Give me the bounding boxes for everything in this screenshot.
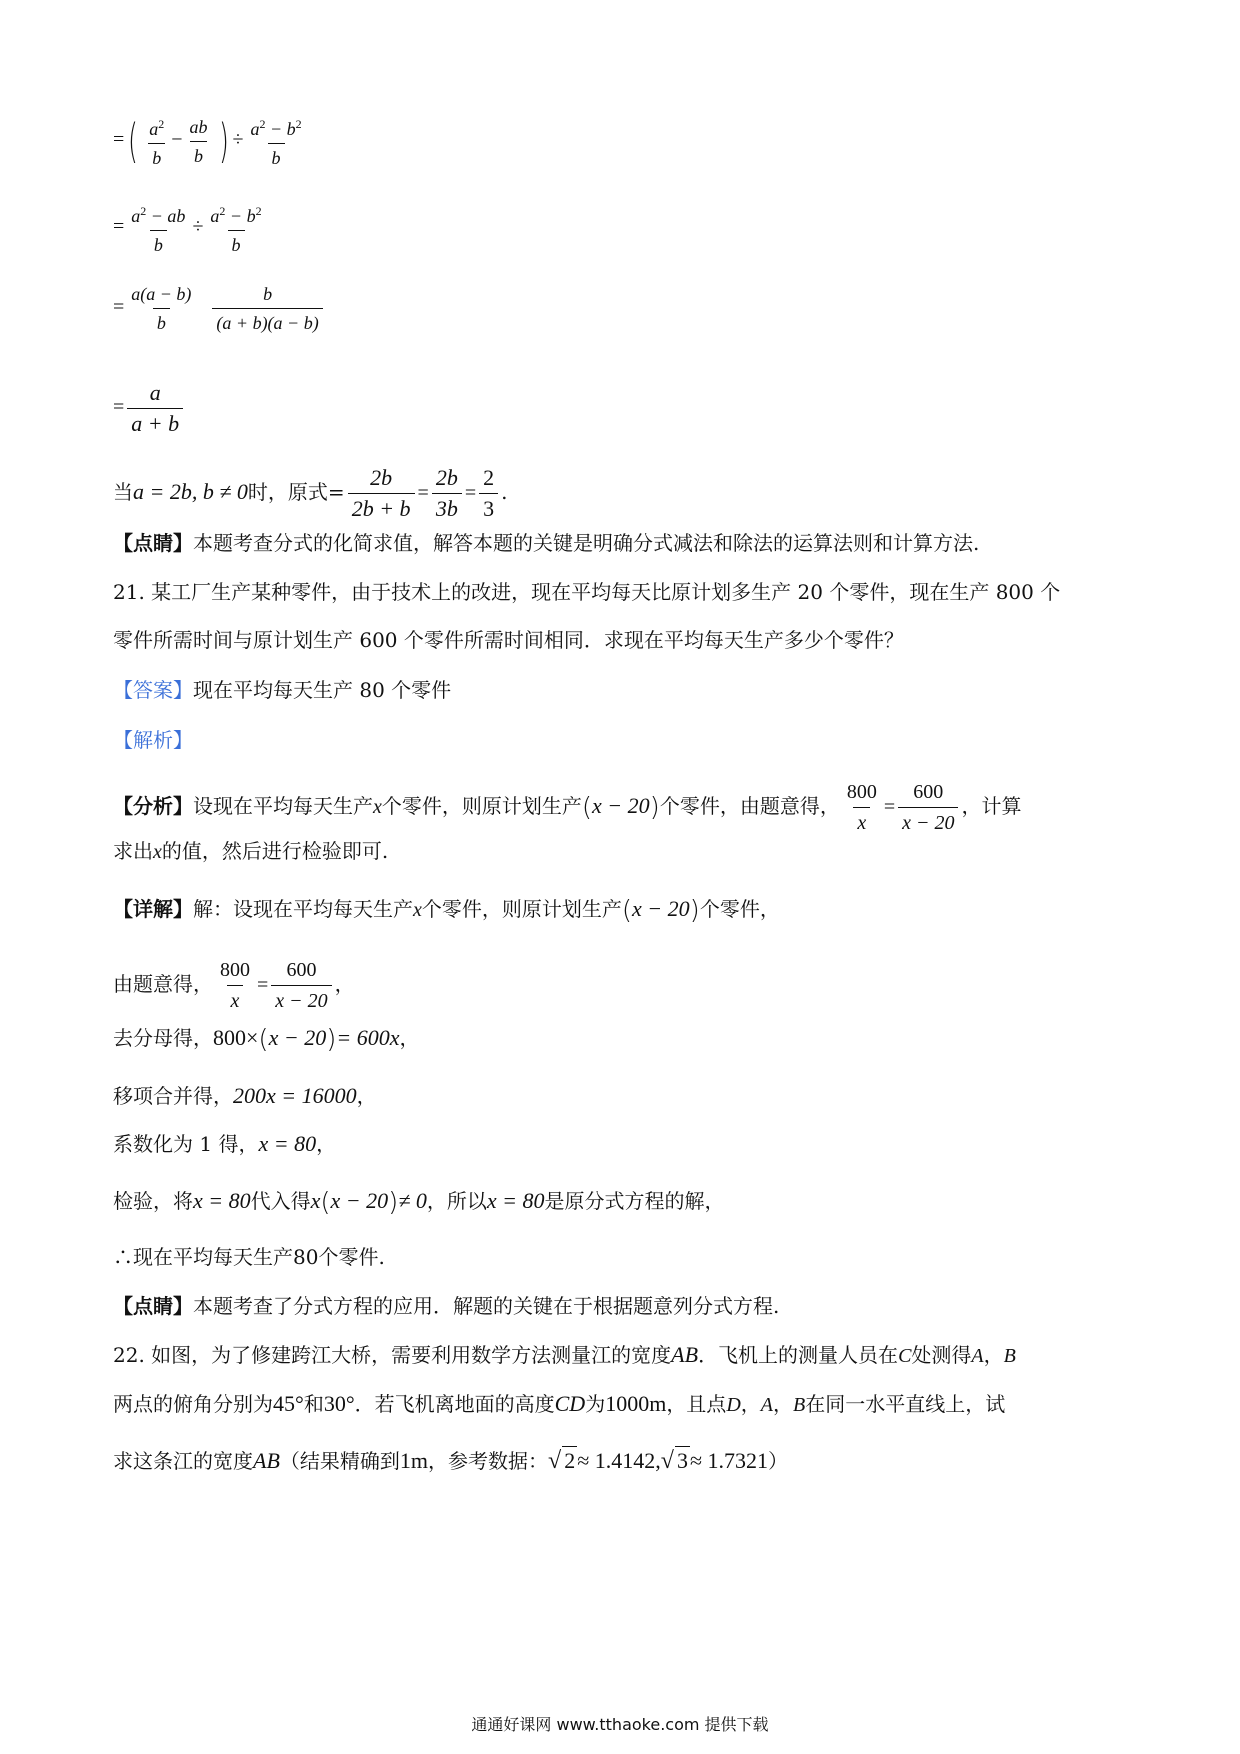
sqrt-sign: √	[660, 1448, 674, 1474]
q20-comment: 【点睛】本题考查分式的化简求值，解答本题的关键是明确分式减法和除法的运算法则和计算方法.	[113, 531, 980, 555]
page-footer: 通通好课网 www.tthaoke.com 提供下载	[471, 1715, 769, 1734]
fraction: $\frac{2b}{3b}$	[432, 463, 462, 524]
fraction: $\frac{b}{(a + b)(a - b)}$	[212, 280, 322, 337]
eq-sign: =	[113, 396, 125, 419]
q21-answer: 【答案】现在平均每天生产 80 个零件	[113, 678, 452, 702]
fraction: $\frac{800}{x}$	[216, 955, 254, 1016]
q21-step-3: 移项合并得，200x = 16000，	[113, 1083, 377, 1108]
left-paren: (	[128, 114, 139, 168]
fraction: $\frac{ab}{b}$	[186, 113, 212, 170]
q21-text-line-1: 21. 某工厂生产某种零件，由于技术上的改进，现在平均每天比原计划多生产 20 个零件，现在生产 800 个	[113, 580, 1061, 604]
fraction: $\frac{a^2}{b}$	[145, 110, 168, 172]
q22-text-line-1: 22. 如图，为了修建跨江大桥，需要利用数学方法测量江的宽度AB．飞机上的测量人员在C处测得A，B	[113, 1342, 1016, 1367]
q22-text-line-2: 两点的俯角分别为45°和30°．若飞机离地面的高度CD为1000m，且点D，A，B在同一水平直线上，试	[113, 1391, 1006, 1416]
q21-fenxi-line-2: 求出x的值，然后进行检验即可.	[113, 839, 389, 863]
divide-sign: ÷	[192, 215, 204, 238]
fraction: $\frac{2}{3}$	[479, 463, 498, 524]
fraction: $\frac{a^2 - ab}{b}$	[127, 197, 189, 259]
question-number: 22.	[113, 1343, 145, 1367]
q21-step-5: 检验，将x = 80代入得x(x − 20)≠ 0，所以x = 80是原分式方程的解，	[113, 1187, 725, 1218]
fraction: $\frac{600}{x - 20}$	[271, 955, 331, 1016]
q21-detail-line: 【详解】解：设现在平均每天生产x个零件，则原计划生产(x − 20)个零件，	[113, 895, 780, 926]
q21-analysis-heading: 【解析】	[113, 728, 193, 752]
fraction: $\frac{a^2 - b^2}{b}$	[246, 110, 305, 172]
q21-comment: 【点睛】本题考查了分式方程的应用．解题的关键在于根据题意列分式方程.	[113, 1294, 780, 1318]
q21-text-line-2: 零件所需时间与原计划生产 600 个零件所需时间相同．求现在平均每天生产多少个零件？	[113, 628, 904, 652]
derivation-line-4	[113, 378, 186, 439]
right-paren: )	[218, 114, 229, 168]
fraction: $\frac{a}{a + b}$	[127, 378, 183, 439]
q21-step-4: 系数化为 1 得，x = 80，	[113, 1131, 337, 1156]
eq-sign: =	[113, 215, 125, 238]
eq-sign: =	[113, 296, 125, 319]
fraction: $\frac{a^2 - b^2}{b}$	[206, 197, 265, 259]
question-number: 21.	[113, 580, 145, 604]
sqrt-sign: √	[548, 1448, 562, 1474]
q21-fenxi-line-1: 【分析】设现在平均每天生产x个零件，则原计划生产(x − 20)个零件，由题意得， $\frac{800}{x}$ = $\frac{600}{x - 20}$ ，计算	[113, 777, 1021, 838]
q22-text-line-3: 求这条江的宽度AB（结果精确到1m，参考数据：√ 2≈ 1.4142,√ 3≈ 1.7321）	[113, 1448, 789, 1474]
derivation-line-5: 当a = 2b, b ≠ 0时，原式= $\frac{2b}{2b + b}$ = $\frac{2b}{3b}$ = $\frac{2}{3}$ .	[113, 463, 507, 524]
q21-step-2: 去分母得，800×(x − 20)= 600x，	[113, 1024, 420, 1055]
q21-step-1: 由题意得， $\frac{800}{x}$ = $\frac{600}{x - 20}$ ，	[113, 955, 355, 1016]
fraction: $\frac{800}{x}$	[843, 777, 881, 838]
fraction: $\frac{2b}{2b + b}$	[348, 463, 415, 524]
eq-sign: =	[113, 128, 125, 151]
fraction: $\frac{a(a - b)}{b}$	[127, 280, 195, 337]
derivation-line-1	[113, 110, 309, 172]
fraction: $\frac{600}{x - 20}$	[898, 777, 958, 838]
divide-sign: ÷	[232, 128, 244, 151]
derivation-line-2	[113, 197, 269, 259]
q21-conclusion: ∴现在平均每天生产80个零件.	[113, 1245, 385, 1269]
minus-sign: −	[171, 128, 183, 151]
derivation-line-3	[113, 280, 326, 337]
